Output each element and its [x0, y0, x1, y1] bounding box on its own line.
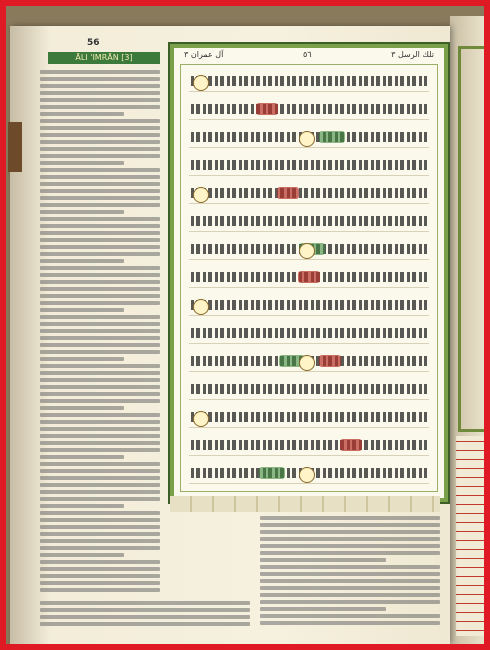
- text-line: [40, 77, 160, 81]
- arabic-header-right: تلك الرسل ٣: [391, 50, 434, 59]
- ayah-marker-icon: [299, 131, 315, 147]
- arabic-line: [189, 409, 429, 428]
- tajwid-mark-red: [319, 355, 341, 367]
- text-line: [40, 350, 160, 354]
- text-line: [40, 608, 250, 612]
- arabic-header-center: ٥٦: [302, 50, 312, 59]
- text-line: [40, 518, 160, 522]
- text-line: [40, 308, 124, 312]
- text-line: [40, 588, 160, 592]
- arabic-line: [189, 269, 429, 288]
- text-line: [40, 371, 160, 375]
- text-line: [40, 322, 160, 326]
- text-line: [40, 154, 160, 158]
- arabic-line: [189, 241, 429, 260]
- adjacent-page: [450, 16, 484, 644]
- ayah-marker-icon: [299, 355, 315, 371]
- tajwid-mark-green: [259, 467, 285, 479]
- text-line: [260, 551, 440, 555]
- text-line: [40, 224, 160, 228]
- text-line: [40, 455, 124, 459]
- text-line: [40, 601, 250, 605]
- text-line: [40, 182, 160, 186]
- text-line: [260, 558, 386, 562]
- arabic-header-left: آل عمران ٣: [184, 50, 224, 59]
- text-line: [40, 581, 160, 585]
- arabic-line: [189, 465, 429, 484]
- text-line: [260, 579, 440, 583]
- arabic-line: [189, 325, 429, 344]
- text-line: [40, 112, 124, 116]
- text-line: [40, 280, 160, 284]
- arabic-line: [189, 157, 429, 176]
- arabic-script: [191, 384, 427, 394]
- text-line: [260, 586, 440, 590]
- arabic-text-area: [180, 64, 438, 492]
- tajwid-legend: [170, 496, 440, 512]
- text-line: [40, 392, 160, 396]
- text-line: [40, 413, 160, 417]
- text-line: [40, 294, 160, 298]
- text-line: [40, 287, 160, 291]
- tajwid-mark-red: [256, 103, 278, 115]
- ayah-marker-icon: [193, 75, 209, 91]
- text-line: [260, 544, 440, 548]
- arabic-script: [191, 216, 427, 226]
- text-line: [40, 238, 160, 242]
- text-line: [40, 532, 160, 536]
- arabic-line: [189, 73, 429, 92]
- arabic-script: [191, 440, 427, 450]
- quran-page: [10, 26, 450, 644]
- text-line: [40, 273, 160, 277]
- text-line: [40, 126, 160, 130]
- tajwid-mark-red: [277, 187, 299, 199]
- text-line: [40, 441, 160, 445]
- text-line: [260, 565, 440, 569]
- text-line: [40, 140, 160, 144]
- arabic-header: [184, 50, 434, 62]
- text-line: [40, 490, 160, 494]
- arabic-script: [191, 104, 427, 114]
- arabic-line: [189, 213, 429, 232]
- arabic-line: [189, 129, 429, 148]
- translation-column: [40, 70, 160, 595]
- text-line: [260, 523, 440, 527]
- text-line: [40, 574, 160, 578]
- text-line: [40, 203, 160, 207]
- text-line: [40, 539, 160, 543]
- arabic-line: [189, 185, 429, 204]
- text-line: [40, 189, 160, 193]
- text-line: [260, 593, 440, 597]
- text-line: [40, 175, 160, 179]
- text-line: [40, 91, 160, 95]
- text-line: [260, 607, 386, 611]
- arabic-text-frame: [170, 44, 448, 502]
- text-line: [40, 245, 160, 249]
- text-line: [40, 336, 160, 340]
- text-line: [40, 553, 124, 557]
- text-line: [40, 133, 160, 137]
- adjacent-page-text: [456, 436, 484, 636]
- text-line: [40, 196, 160, 200]
- arabic-line: [189, 381, 429, 400]
- tajwid-mark-red: [298, 271, 320, 283]
- text-line: [40, 168, 160, 172]
- arabic-line: [189, 353, 429, 372]
- text-line: [40, 364, 160, 368]
- text-line: [260, 600, 440, 604]
- text-line: [40, 301, 160, 305]
- text-line: [40, 315, 160, 319]
- text-line: [40, 567, 160, 571]
- text-line: [40, 217, 160, 221]
- arabic-script: [191, 160, 427, 170]
- text-line: [40, 105, 160, 109]
- text-line: [40, 98, 160, 102]
- text-line: [40, 161, 124, 165]
- juz-tab: [8, 122, 22, 172]
- page-header: [42, 38, 162, 52]
- arabic-line: [189, 437, 429, 456]
- arabic-script: [191, 412, 427, 422]
- ayah-marker-icon: [193, 299, 209, 315]
- ayah-marker-icon: [193, 411, 209, 427]
- text-line: [40, 525, 160, 529]
- text-line: [40, 511, 160, 515]
- book-photo: [6, 6, 484, 644]
- text-line: [40, 147, 160, 151]
- text-line: [260, 572, 440, 576]
- text-line: [40, 420, 160, 424]
- text-line: [260, 530, 440, 534]
- text-line: [260, 516, 440, 520]
- text-line: [40, 266, 160, 270]
- tajwid-mark-red: [340, 439, 362, 451]
- page-number: 56: [87, 38, 100, 48]
- text-line: [40, 399, 160, 403]
- text-line: [40, 560, 160, 564]
- text-line: [40, 329, 160, 333]
- text-line: [40, 343, 160, 347]
- ayah-marker-icon: [299, 243, 315, 259]
- text-line: [40, 70, 160, 74]
- footnote-column: [260, 516, 440, 631]
- text-line: [40, 469, 160, 473]
- text-line: [40, 476, 160, 480]
- text-line: [40, 259, 124, 263]
- text-line: [40, 622, 250, 626]
- text-line: [40, 483, 160, 487]
- text-line: [40, 427, 160, 431]
- tajwid-mark-green: [319, 131, 345, 143]
- text-line: [40, 119, 160, 123]
- text-line: [40, 210, 124, 214]
- text-line: [40, 84, 160, 88]
- arabic-line: [189, 101, 429, 120]
- text-line: [40, 378, 160, 382]
- footnote-left: [40, 601, 250, 631]
- adjacent-page-frame: [458, 46, 484, 432]
- text-line: [260, 537, 440, 541]
- text-line: [40, 497, 160, 501]
- arabic-script: [191, 76, 427, 86]
- text-line: [40, 462, 160, 466]
- ayah-marker-icon: [193, 187, 209, 203]
- text-line: [40, 448, 160, 452]
- arabic-script: [191, 300, 427, 310]
- surah-title: ĀLI 'IMRĀN [3]: [48, 52, 160, 64]
- text-line: [40, 385, 160, 389]
- text-line: [260, 621, 440, 625]
- arabic-line: [189, 297, 429, 316]
- text-line: [40, 546, 160, 550]
- ayah-marker-icon: [299, 467, 315, 483]
- arabic-script: [191, 328, 427, 338]
- arabic-script: [191, 188, 427, 198]
- text-line: [260, 614, 440, 618]
- text-line: [40, 504, 124, 508]
- text-line: [40, 231, 160, 235]
- text-line: [40, 357, 124, 361]
- text-line: [40, 406, 124, 410]
- text-line: [40, 434, 160, 438]
- text-line: [40, 252, 160, 256]
- text-line: [40, 615, 250, 619]
